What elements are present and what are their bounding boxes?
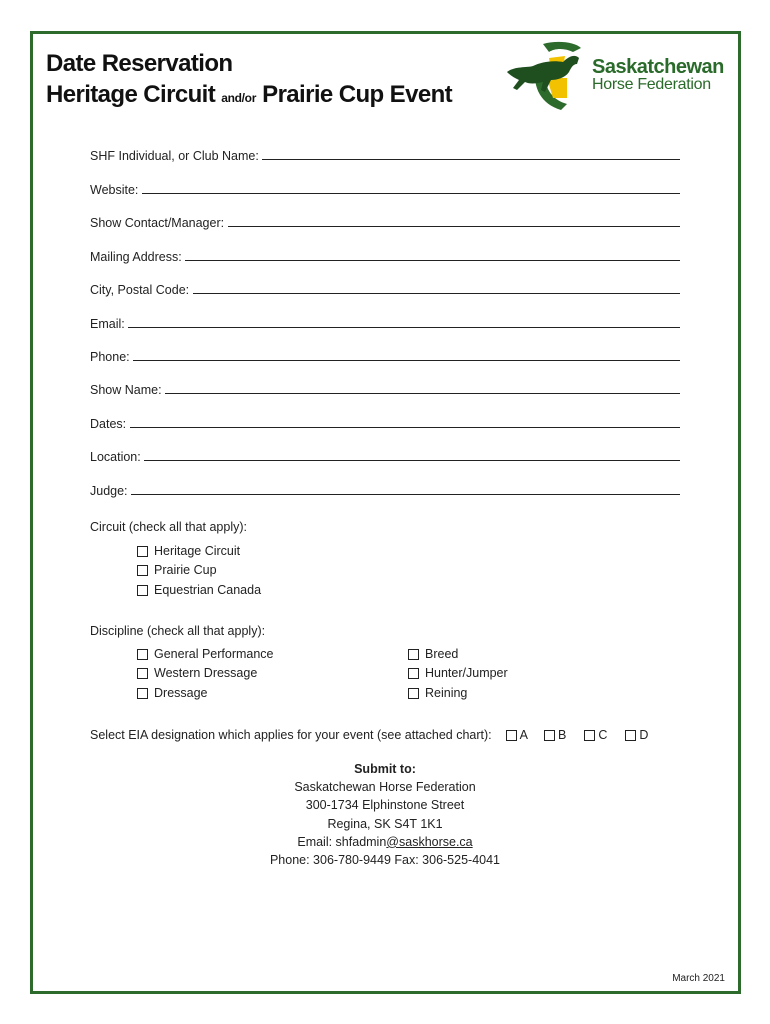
field-judge[interactable] [90, 478, 680, 498]
submit-phone-fax: Phone: 306-780-9449 Fax: 306-525-4041 [269, 853, 501, 868]
field-mailing-address[interactable] [90, 244, 680, 264]
submit-org: Saskatchewan Horse Federation [294, 780, 476, 795]
field-city-postal[interactable] [90, 277, 680, 297]
submit-email [0, 833, 770, 851]
field-phone[interactable] [90, 344, 680, 364]
field-label: Judge: [90, 484, 132, 498]
submit-email-prefix: Email: shfadmin [297, 834, 387, 849]
checkbox-icon[interactable] [408, 649, 419, 660]
checkbox-equestrian-canada[interactable] [137, 583, 261, 597]
field-line[interactable] [144, 460, 680, 461]
field-line[interactable] [128, 327, 680, 328]
eia-option-b[interactable] [544, 728, 566, 742]
field-label: Show Contact/Manager: [90, 216, 228, 230]
checkbox-icon[interactable] [137, 688, 148, 699]
submit-street: 300-1734 Elphinstone Street [305, 798, 465, 813]
checkbox-dressage[interactable] [137, 686, 208, 700]
field-line[interactable] [131, 494, 680, 495]
field-label: Show Name: [90, 383, 166, 397]
checkbox-reining[interactable] [408, 686, 467, 700]
option-label: Equestrian Canada [154, 583, 262, 597]
field-line[interactable] [133, 360, 680, 361]
field-label: Mailing Address: [90, 250, 186, 264]
eia-designation [90, 728, 648, 742]
option-label: Dressage [154, 686, 208, 700]
field-line[interactable] [262, 159, 680, 160]
horse-emblem-icon [507, 42, 581, 110]
checkbox-prairie-cup[interactable] [137, 563, 217, 577]
option-label: Reining [425, 686, 468, 700]
field-line[interactable] [185, 260, 680, 261]
eia-option-c[interactable] [584, 728, 607, 742]
title-heritage: Heritage Circuit [46, 81, 216, 108]
field-label: Location: [90, 450, 145, 464]
option-label: Western Dressage [154, 666, 258, 680]
logo-text-saskatchewan: Saskatchewan [592, 56, 724, 78]
eia-option-label: A [519, 728, 528, 742]
field-show-name[interactable] [90, 377, 680, 397]
checkbox-icon[interactable] [137, 546, 148, 557]
field-line[interactable] [165, 393, 680, 394]
eia-option-label: C [598, 728, 608, 742]
checkbox-icon[interactable] [137, 565, 148, 576]
submit-heading: Submit to: [354, 762, 416, 776]
checkbox-icon[interactable] [584, 730, 595, 741]
field-email[interactable] [90, 311, 680, 331]
checkbox-hunter-jumper[interactable] [408, 666, 508, 680]
field-dates[interactable] [90, 411, 680, 431]
field-label: SHF Individual, or Club Name: [90, 149, 263, 163]
circuit-label: Circuit (check all that apply): [90, 520, 248, 534]
field-label: City, Postal Code: [90, 283, 193, 297]
checkbox-western-dressage[interactable] [137, 666, 257, 680]
discipline-label: Discipline (check all that apply): [90, 624, 266, 638]
checkbox-breed[interactable] [408, 647, 458, 661]
checkbox-icon[interactable] [408, 688, 419, 699]
title-line-2 [46, 79, 452, 114]
eia-label: Select EIA designation which applies for your event (see attached chart): [90, 728, 492, 742]
checkbox-icon[interactable] [506, 730, 517, 741]
submit-city: Regina, SK S4T 1K1 [327, 816, 443, 831]
title-prairie: Prairie Cup Event [262, 81, 453, 108]
field-label: Phone: [90, 350, 134, 364]
page-title [46, 48, 452, 114]
field-website[interactable] [90, 177, 680, 197]
field-club-name[interactable] [90, 143, 680, 163]
field-line[interactable] [142, 193, 680, 194]
submit-email-link[interactable]: @saskhorse.ca [386, 834, 473, 849]
title-andor: and/or [221, 91, 257, 105]
field-line[interactable] [193, 293, 680, 294]
checkbox-heritage-circuit[interactable] [137, 544, 240, 558]
field-line[interactable] [228, 226, 680, 227]
checkbox-icon[interactable] [408, 668, 419, 679]
checkbox-icon[interactable] [544, 730, 555, 741]
field-label: Dates: [90, 417, 130, 431]
checkbox-icon[interactable] [625, 730, 636, 741]
field-label: Email: [90, 317, 129, 331]
eia-option-a[interactable] [506, 728, 528, 742]
field-label: Website: [90, 183, 142, 197]
field-line[interactable] [130, 427, 680, 428]
option-label: Hunter/Jumper [425, 666, 508, 680]
logo-text-horse-federation: Horse Federation [592, 76, 711, 93]
eia-option-label: B [557, 728, 567, 742]
option-label: Breed [425, 647, 459, 661]
submit-block [0, 760, 770, 869]
option-label: Prairie Cup [154, 563, 217, 577]
field-show-contact[interactable] [90, 210, 680, 230]
checkbox-icon[interactable] [137, 585, 148, 596]
footer-date: March 2021 [672, 973, 725, 984]
option-label: General Performance [154, 647, 274, 661]
option-label: Heritage Circuit [154, 544, 241, 558]
field-location[interactable] [90, 444, 680, 464]
checkbox-icon[interactable] [137, 649, 148, 660]
checkbox-icon[interactable] [137, 668, 148, 679]
eia-option-d[interactable] [625, 728, 648, 742]
eia-option-label: D [639, 728, 649, 742]
title-line-1: Date Reservation [46, 50, 233, 77]
checkbox-general-performance[interactable] [137, 647, 274, 661]
